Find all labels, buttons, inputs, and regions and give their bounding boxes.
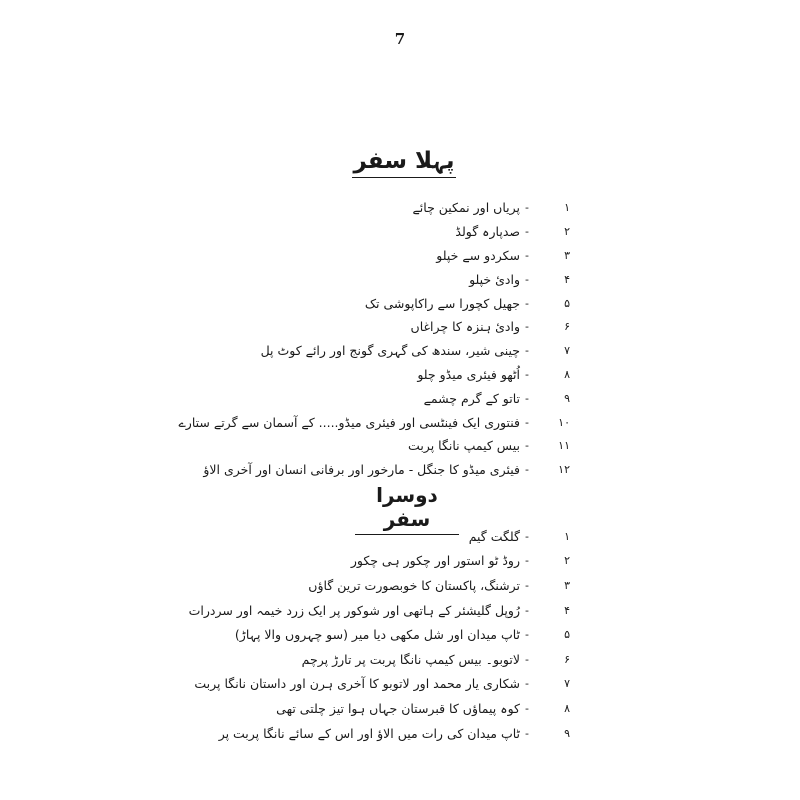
list-item — [230, 363, 570, 387]
list-item — [230, 549, 570, 574]
item-title: چینی شیر، سندھ کی گہری گونج اور رائے کوٹ پل — [260, 343, 520, 359]
item-number: ۹ — [564, 726, 570, 740]
item-number: ۱ — [564, 201, 570, 215]
list-item — [178, 410, 570, 434]
item-separator: - — [525, 701, 529, 715]
item-separator: - — [525, 578, 529, 592]
list-item — [188, 598, 570, 623]
item-number: ۸ — [564, 367, 570, 381]
item-title: سکردو سے خپلو — [436, 247, 520, 263]
item-title: صدپارہ گولڈ — [455, 224, 520, 240]
item-title: بیس کیمپ نانگا پربت — [408, 438, 520, 454]
item-title: فنتوری ایک فینٹسی اور فیئری میڈو..... کے آسمان سے گرتے ستارے — [178, 414, 520, 430]
item-title: لاتوبو۔ بیس کیمپ نانگا پربت پر تارڑ پرچم — [301, 651, 520, 667]
item-number: ۹ — [564, 391, 570, 405]
item-number: ۵ — [564, 628, 570, 642]
item-separator: - — [525, 529, 529, 543]
item-separator: - — [525, 391, 529, 405]
page-number: 7 — [394, 30, 406, 48]
item-number: ۱۰ — [558, 415, 570, 429]
item-title: فیئری میڈو کا جنگل - مارخور اور برفانی انسان اور آخری الاؤ — [203, 462, 520, 478]
list-item — [218, 721, 570, 746]
item-separator: - — [525, 248, 529, 262]
list-item — [230, 339, 570, 363]
list-item — [230, 524, 570, 549]
item-separator: - — [525, 415, 529, 429]
list-item — [230, 315, 570, 339]
item-separator: - — [525, 463, 529, 477]
item-separator: - — [525, 225, 529, 239]
heading-underline — [352, 177, 456, 178]
item-separator: - — [525, 554, 529, 568]
list-item — [230, 291, 570, 315]
item-separator: - — [525, 439, 529, 453]
section-heading-text: پہلا سفر — [353, 148, 455, 174]
item-title: تاتو کے گرم چشمے — [423, 390, 520, 406]
item-title: ترشنگ، پاکستان کا خوبصورت ترین گاؤں — [308, 577, 520, 593]
list-item — [230, 647, 570, 672]
item-separator: - — [525, 726, 529, 740]
item-separator: - — [525, 272, 529, 286]
item-separator: - — [525, 652, 529, 666]
list-item — [203, 458, 570, 482]
contents-list-first-journey — [178, 196, 570, 482]
item-separator: - — [525, 344, 529, 358]
item-number: ۱۱ — [558, 439, 570, 453]
item-title: جھیل کچورا سے راکاپوشی تک — [364, 295, 520, 311]
item-number: ۳ — [564, 578, 570, 592]
item-separator: - — [525, 628, 529, 642]
item-number: ۷ — [564, 344, 570, 358]
item-number: ۴ — [564, 603, 570, 617]
item-number: ۱۲ — [558, 463, 570, 477]
item-number: ۴ — [564, 272, 570, 286]
item-number: ۲ — [564, 554, 570, 568]
item-title: پریاں اور نمکین چائے — [412, 200, 520, 216]
item-number: ۱ — [564, 529, 570, 543]
item-title: وادیٔ خپلو — [469, 271, 520, 287]
item-number: ۶ — [564, 320, 570, 334]
item-title: کوہ پیماؤں کا قبرستان جہاں ہوا تیز چلتی تھی — [276, 700, 520, 716]
list-item — [230, 386, 570, 410]
item-number: ۳ — [564, 248, 570, 262]
list-item — [230, 434, 570, 458]
item-title: رُوپل گلیشئر کے ہاتھی اور شوکور پر ایک زرد خیمہ اور سردرات — [188, 602, 520, 618]
item-title: شکاری یار محمد اور لاتوبو کا آخری ہرن اور داستان نانگا پربت — [194, 676, 520, 692]
item-number: ۲ — [564, 225, 570, 239]
item-title: ٹاپ میدان کی رات میں الاؤ اور اس کے سائے نانگا پربت پر — [218, 725, 520, 741]
item-title: روڈ ٹو استور اور چکور ہی چکور — [350, 553, 520, 569]
section-heading-text: دوسرا سفر — [376, 483, 438, 531]
section-heading-first-journey — [352, 148, 456, 178]
item-title: اُٹھو فیئری میڈو چلو — [417, 366, 520, 382]
list-item — [230, 220, 570, 244]
item-title: ٹاپ میدان اور شل مکھی دیا میر (سو چہروں والا پہاڑ) — [234, 627, 520, 643]
item-separator: - — [525, 677, 529, 691]
item-title: گلگت گیم — [468, 528, 520, 544]
list-item — [230, 196, 570, 220]
list-item — [230, 573, 570, 598]
item-number: ۷ — [564, 677, 570, 691]
item-number: ۸ — [564, 701, 570, 715]
item-separator: - — [525, 603, 529, 617]
item-separator: - — [525, 296, 529, 310]
item-separator: - — [525, 367, 529, 381]
list-item — [194, 672, 570, 697]
list-item — [230, 244, 570, 268]
item-title: وادیٔ ہنزہ کا چراغاں — [410, 319, 520, 335]
item-separator: - — [525, 201, 529, 215]
list-item — [230, 622, 570, 647]
item-separator: - — [525, 320, 529, 334]
contents-list-second-journey — [188, 524, 570, 745]
item-number: ۶ — [564, 652, 570, 666]
list-item — [230, 267, 570, 291]
list-item — [230, 696, 570, 721]
item-number: ۵ — [564, 296, 570, 310]
